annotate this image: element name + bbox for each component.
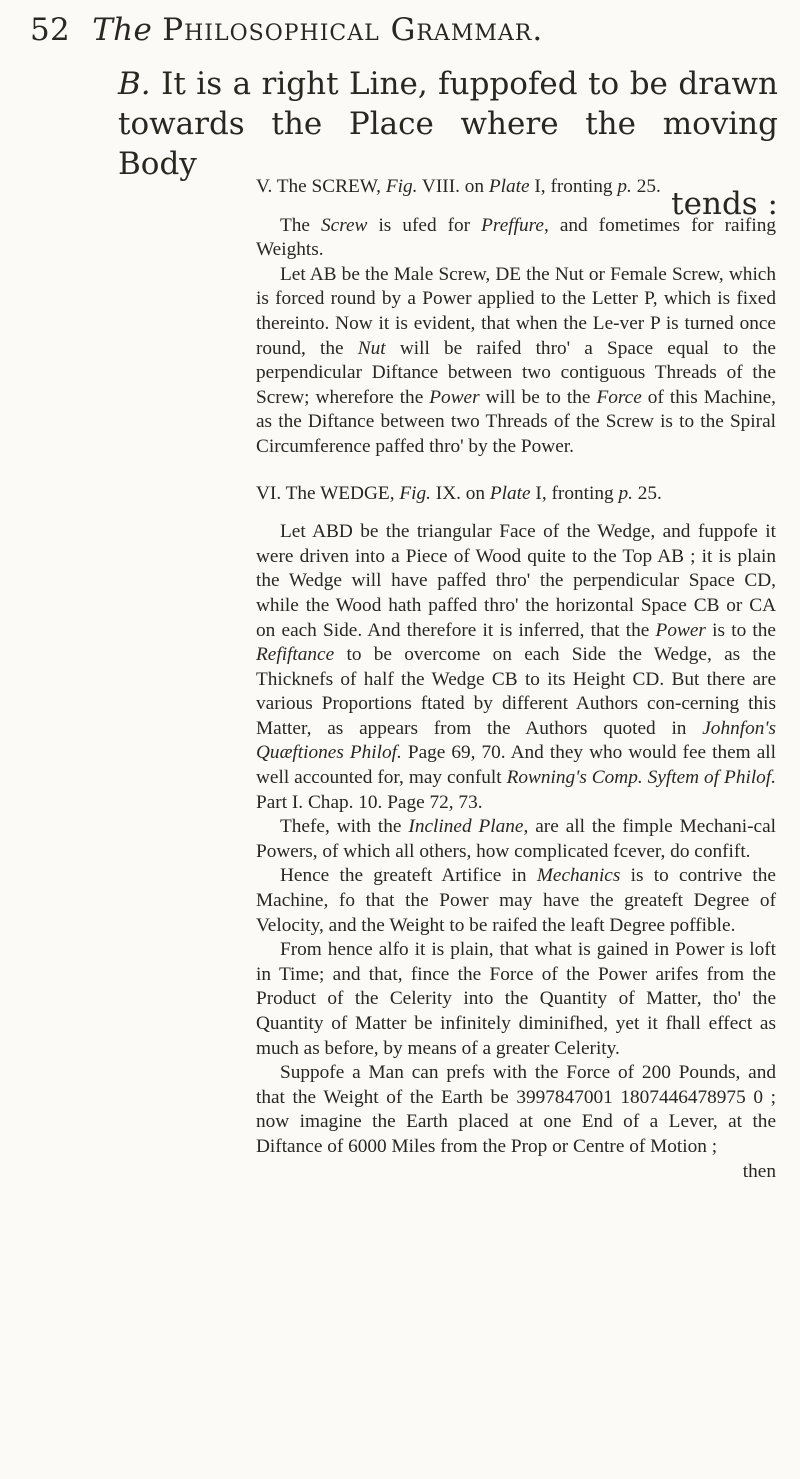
wedge-p3-mechanics: Mechanics	[536, 865, 621, 887]
lead-letter: B.	[118, 66, 151, 102]
wedge-paragraph-3	[256, 864, 776, 938]
screw-heading	[256, 175, 776, 200]
screw-p2-nut: Nut	[357, 337, 386, 359]
page-number: 52	[30, 12, 71, 48]
main-text	[256, 175, 776, 1184]
wedge-heading-fig: Fig.	[399, 482, 431, 504]
wedge-p2-a: Thefe, with the	[280, 816, 402, 838]
screw-p1-pressure: Preffure	[481, 214, 544, 236]
screw-p2-b: will be raifed thro' a Space equal to the perpendicular Diftance between two contiguous Threads of the Screw; wherefore the	[256, 337, 776, 408]
header-title: Philosophical Grammar.	[162, 12, 544, 48]
screw-heading-a: V. The SCREW,	[256, 176, 381, 197]
wedge-heading-a: VI. The WEDGE,	[256, 482, 395, 504]
running-header	[30, 12, 770, 48]
screw-paragraph-1	[256, 214, 776, 263]
wedge-paragraph-5: Suppofe a Man can prefs with the Force of 200 Pounds, and that the Weight of the Earth be 3997847001 1807446478975 0 ; now imagine the Earth placed at one End of a Lever, at the Diftance of 6000 Miles from the Prop or Centre of Motion ;	[256, 1062, 776, 1157]
wedge-heading-b: IX. on	[435, 482, 486, 504]
wedge-p1-resistance: Refiftance	[256, 644, 335, 666]
screw-p1-screw: Screw	[321, 214, 368, 236]
wedge-p1-a: Let ABD be the triangular Face of the Wedge, and fuppofe it were driven into a Piece of Wood quite to the Top AB ; it is plain the Wedge will have paffed thro' the perpendicular Space CD, while the Wood hath paffed thro' the horizontal Space CB or CA on each Side. And therefore it is inferred, that the	[256, 521, 776, 641]
wedge-paragraph-1	[256, 520, 776, 815]
wedge-p2-plane: Inclined Plane	[408, 816, 524, 838]
screw-paragraph-2	[256, 263, 776, 460]
wedge-p1-e: Part I. Chap. 10. Page 72, 73.	[256, 791, 483, 813]
wedge-heading-c: I, fronting	[535, 482, 614, 504]
wedge-p3-a: Hence the greateft Artifice in	[280, 865, 527, 887]
screw-p2-power: Power	[429, 386, 480, 408]
lead-text-line	[118, 64, 778, 184]
wedge-heading	[256, 482, 776, 507]
wedge-paragraph-2	[256, 815, 776, 864]
wedge-p1-b: is to the	[712, 619, 776, 641]
wedge-p2-b: , are all the fimple Mechani-cal Powers, of which all others, how complicated fcever, do confift.	[256, 816, 776, 862]
lead-text: It is a right Line, fuppofed to be drawn towards the Place where the moving Body	[118, 66, 779, 182]
screw-p2-a: Let AB be the Male Screw, DE the Nut or Female Screw, which is forced round by a Power applied to the Letter P, which is fixed thereinto. Now it is evident, that when the Le-ver P is turned once round, the	[256, 263, 776, 359]
screw-p1-a: The	[280, 214, 310, 236]
screw-heading-plate: Plate	[488, 176, 530, 197]
screw-p2-c: will be to the	[485, 386, 591, 408]
wedge-p1-power: Power	[655, 619, 706, 641]
screw-heading-d: 25.	[636, 176, 661, 197]
screw-p1-b: is ufed for	[378, 214, 471, 236]
lead-last: tends :	[671, 186, 778, 222]
screw-heading-fig: Fig.	[385, 176, 418, 197]
wedge-paragraph-4: From hence alfo it is plain, that what is gained in Power is loft in Time; and that, fince the Force of the Power arifes from the Product of the Celerity into the Quantity of Matter, tho' the Quantity of Matter be infinitely diminifhed, yet it fhall effect as much as before, by means of a greater Celerity.	[256, 939, 776, 1059]
wedge-heading-d: 25.	[637, 482, 662, 504]
screw-p2-d: of this Machine, as the Diftance between two Threads of the Screw is to the Spiral Circumference paffed thro' by the Power.	[256, 386, 776, 457]
screw-p1-c: , and fometimes for raifing Weights.	[256, 214, 776, 261]
wedge-p1-rowning: Rowning's Comp. Syftem of Philof.	[506, 767, 776, 789]
screw-heading-p: p.	[617, 176, 632, 197]
wedge-heading-plate: Plate	[489, 482, 531, 504]
wedge-p1-johnson: Johnfon's Quæftiones Philof.	[256, 717, 776, 764]
screw-heading-c: I, fronting	[534, 176, 613, 197]
screw-p2-force: Force	[596, 386, 642, 408]
wedge-p1-c: to be overcome on each Side the Wedge, as the Thicknefs of half the Wedge CB to its Height CD. But there are various Proportions ftated by different Authors con-cerning this Matter, as appears from the Authors quoted in	[256, 644, 776, 739]
wedge-heading-p: p.	[618, 482, 633, 504]
catchword: then	[742, 1160, 776, 1182]
screw-heading-b: VIII. on	[421, 176, 485, 197]
wedge-p1-d: Page 69, 70. And they who would fee them all well accounted for, may confult	[256, 742, 776, 789]
header-the: The	[92, 12, 153, 48]
wedge-p3-b: is to contrive the Machine, fo that the Power may have the greateft Degree of Velocity, and the Weight to be raifed the leaft Degree poffible.	[256, 865, 776, 936]
